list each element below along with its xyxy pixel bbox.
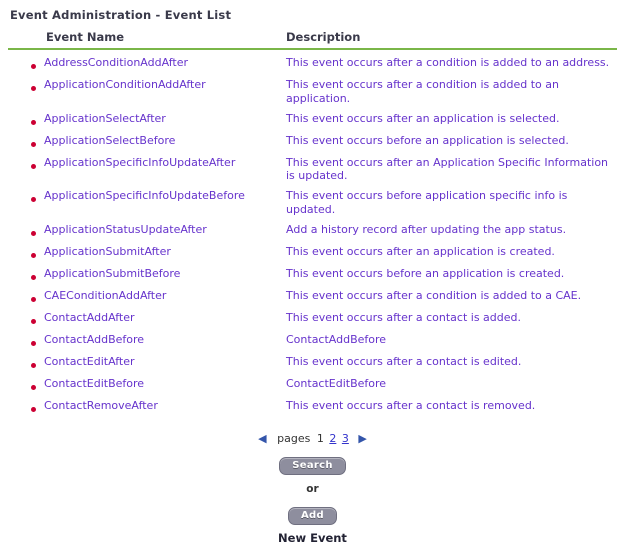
event-name-cell xyxy=(42,396,284,418)
bullet-icon xyxy=(31,120,36,125)
bullet-icon xyxy=(31,297,36,302)
table-row xyxy=(8,242,617,264)
row-bullet-cell xyxy=(8,396,42,418)
table-row xyxy=(8,286,617,308)
search-button-row xyxy=(8,457,617,475)
event-description: This event occurs after a condition is added to an application. xyxy=(286,78,559,105)
event-name-link[interactable]: ApplicationSpecificInfoUpdateAfter xyxy=(44,155,236,169)
event-name-link[interactable]: ApplicationStatusUpdateAfter xyxy=(44,222,207,236)
event-name-cell xyxy=(42,153,284,187)
table-row xyxy=(8,308,617,330)
event-description: This event occurs before an application is selected. xyxy=(286,133,569,147)
row-bullet-cell xyxy=(8,308,42,330)
page-title: Event Administration - Event List xyxy=(10,8,232,22)
event-name-link[interactable]: CAEConditionAddAfter xyxy=(44,288,167,302)
table-row xyxy=(8,75,617,109)
event-name-cell xyxy=(42,109,284,131)
table-header xyxy=(8,30,617,53)
event-name-cell xyxy=(42,374,284,396)
prev-page-icon[interactable]: ◀ xyxy=(258,431,267,445)
table-row xyxy=(8,374,617,396)
column-header-bullet xyxy=(8,30,42,48)
event-description: ContactAddBefore xyxy=(286,332,387,346)
event-name-cell xyxy=(42,286,284,308)
bullet-icon xyxy=(31,197,36,202)
page-number-2[interactable]: 2 xyxy=(329,431,337,445)
event-description: This event occurs after a condition is added to a CAE. xyxy=(286,288,582,302)
search-button[interactable]: Search xyxy=(279,457,346,475)
event-description: This event occurs after an application is selected. xyxy=(286,111,560,125)
row-bullet-cell xyxy=(8,75,42,109)
event-name-cell xyxy=(42,186,284,220)
event-name-cell xyxy=(42,264,284,286)
row-bullet-cell xyxy=(8,286,42,308)
row-bullet-cell xyxy=(8,153,42,187)
event-description: This event occurs after an application is created. xyxy=(286,244,555,258)
event-name-link[interactable]: ContactAddAfter xyxy=(44,310,135,324)
event-name-cell xyxy=(42,352,284,374)
table-body xyxy=(8,53,617,418)
table-row xyxy=(8,264,617,286)
row-bullet-cell xyxy=(8,53,42,75)
event-description: This event occurs before application specific info is updated. xyxy=(286,189,568,216)
bullet-icon xyxy=(31,363,36,368)
row-bullet-cell xyxy=(8,186,42,220)
event-table xyxy=(8,30,617,418)
bullet-icon xyxy=(31,319,36,324)
row-bullet-cell xyxy=(8,374,42,396)
or-label: or xyxy=(306,482,319,495)
event-description: Add a history record after updating the app status. xyxy=(286,222,567,236)
event-name-link[interactable]: ContactEditAfter xyxy=(44,354,135,368)
event-description: This event occurs before an application is created. xyxy=(286,266,565,280)
new-event-label: New Event xyxy=(278,530,347,545)
row-bullet-cell xyxy=(8,352,42,374)
table-row xyxy=(8,131,617,153)
table-row xyxy=(8,153,617,187)
column-header-event-name: Event Name xyxy=(46,30,125,44)
event-description: This event occurs after a contact is removed. xyxy=(286,398,536,412)
bullet-icon xyxy=(31,275,36,280)
event-name-link[interactable]: ApplicationSelectAfter xyxy=(44,111,166,125)
bullet-icon xyxy=(31,253,36,258)
event-name-cell xyxy=(42,220,284,242)
column-header-description: Description xyxy=(286,30,361,44)
row-bullet-cell xyxy=(8,220,42,242)
event-description: ContactEditBefore xyxy=(286,376,387,390)
row-bullet-cell xyxy=(8,109,42,131)
event-name-link[interactable]: ContactEditBefore xyxy=(44,376,145,390)
next-page-icon[interactable]: ▶ xyxy=(358,431,367,445)
bullet-icon xyxy=(31,385,36,390)
add-button[interactable]: Add xyxy=(288,507,337,525)
event-description: This event occurs after a contact is edited. xyxy=(286,354,522,368)
event-description: This event occurs after a condition is added to an address. xyxy=(286,56,610,69)
table-row xyxy=(8,220,617,242)
row-bullet-cell xyxy=(8,264,42,286)
event-name-link[interactable]: ApplicationSpecificInfoUpdateBefore xyxy=(44,189,245,202)
pagination xyxy=(8,432,617,445)
event-name-link[interactable]: ApplicationSelectBefore xyxy=(44,133,176,147)
event-description: This event occurs after an Application Specific Information is updated. xyxy=(286,155,609,183)
page-number-1[interactable]: 1 xyxy=(316,431,324,445)
table-row xyxy=(8,109,617,131)
bullet-icon xyxy=(31,341,36,346)
page-number-3[interactable]: 3 xyxy=(341,431,349,445)
event-description: This event occurs after a contact is added. xyxy=(286,310,522,324)
table-row xyxy=(8,352,617,374)
table-row xyxy=(8,330,617,352)
table-row xyxy=(8,186,617,220)
event-name-cell xyxy=(42,330,284,352)
header-divider xyxy=(8,48,617,50)
add-button-row xyxy=(8,507,617,525)
bullet-icon xyxy=(31,164,36,169)
row-bullet-cell xyxy=(8,131,42,153)
event-name-link[interactable]: ContactAddBefore xyxy=(44,332,145,346)
event-name-cell xyxy=(42,131,284,153)
row-bullet-cell xyxy=(8,242,42,264)
event-name-link[interactable]: ApplicationSubmitBefore xyxy=(44,266,181,280)
event-name-cell xyxy=(42,242,284,264)
event-name-link[interactable]: ContactRemoveAfter xyxy=(44,398,158,412)
bullet-icon xyxy=(31,231,36,236)
bullet-icon xyxy=(31,407,36,412)
event-name-cell xyxy=(42,308,284,330)
table-row xyxy=(8,396,617,418)
bullet-icon xyxy=(31,86,36,91)
table-row xyxy=(8,53,617,75)
event-name-link[interactable]: ApplicationSubmitAfter xyxy=(44,244,171,258)
row-bullet-cell xyxy=(8,330,42,352)
event-name-cell xyxy=(42,53,284,75)
bullet-icon xyxy=(31,64,36,69)
event-name-link[interactable]: ApplicationConditionAddAfter xyxy=(44,78,206,91)
bullet-icon xyxy=(31,142,36,147)
pages-label: pages xyxy=(277,431,311,445)
event-name-link[interactable]: AddressConditionAddAfter xyxy=(44,56,189,69)
event-name-cell xyxy=(42,75,284,109)
